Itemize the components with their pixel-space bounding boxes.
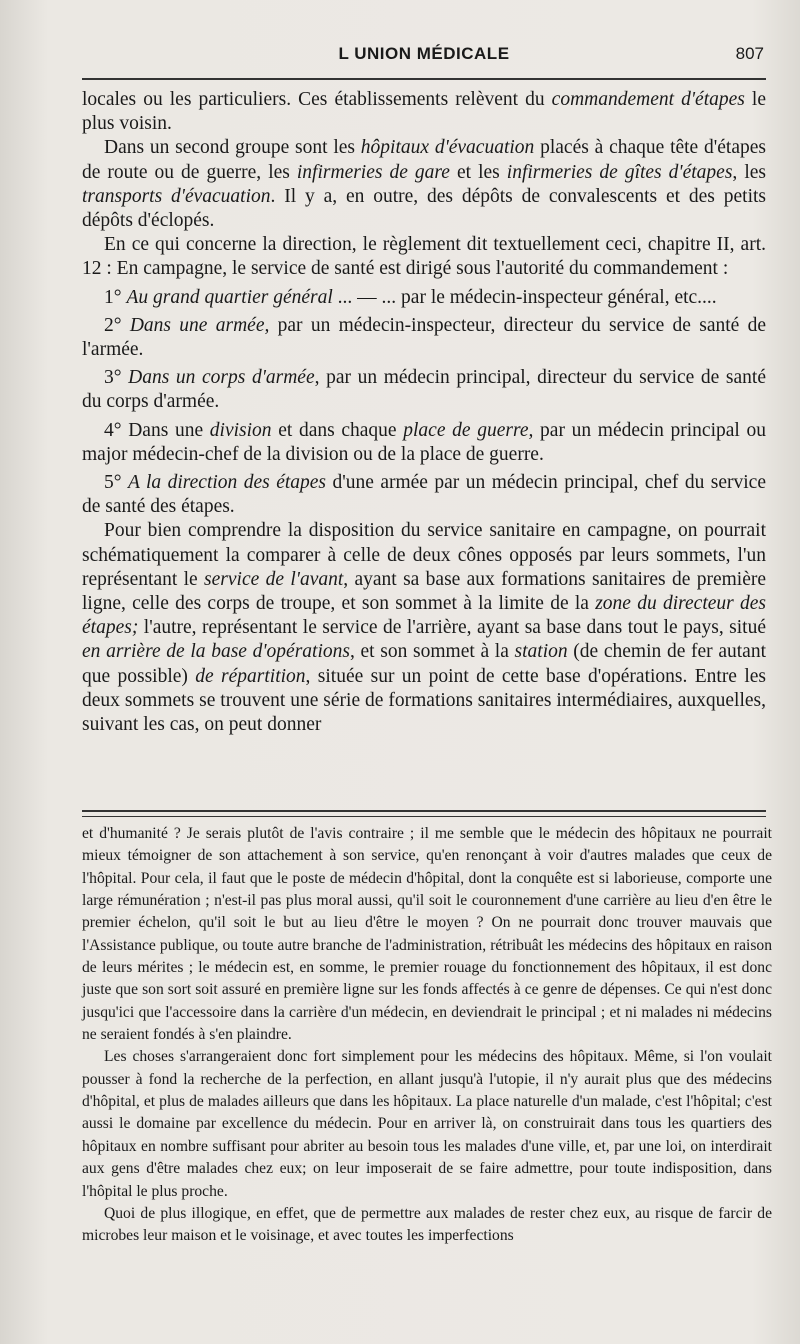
footnote-paragraph-3: Quoi de plus illogique, en effet, que de permettre aux malades de rester chez eux, au risque de farcir de microbes leur maison et le voisinage, et avec toutes les imperfections	[82, 1204, 772, 1245]
header-rule	[82, 78, 766, 80]
main-text	[82, 88, 766, 737]
footnote-paragraph-1: et d'humanité ? Je serais plutôt de l'avis contraire ; il me semble que le médecin des hôpitaux ne pourrait mieux témoigner de son attachement à son service, qu'en renonçant à voir d'autres malades que ceux de l'hôpital. Pour cela, il faut que le poste de médecin d'hôpital, dont la conquête est si laborieuse, comporte une large rémunération ; n'est-il pas plus moral aussi, qu'il soit le couronnement d'une carrière au lieu d'en être le premier échelon, qu'il soit le but au lieu d'être le moyen ? On ne pourrait donc trouver mauvais que l'Assistance publique, ou toute autre branche de l'administration, rétribuât les médecins des hôpitaux en raison de leurs mérites ; le médecin est, en somme, le premier rouage du fonctionnement des hôpitaux, il est donc juste que son sort soit assuré en première ligne sur les fonds affectés à ce genre de dépenses. Ce qui n'est donc jusqu'ici que l'accessoire dans la carrière d'un médecin, en deviendrait le principal ; et ni malades ni médecins ne seraient fondés à s'en plaindre.	[82, 825, 772, 1044]
list-item-1: 1° Au grand quartier général ... — ... par le médecin-inspecteur général, etc....	[104, 286, 717, 308]
footnote-paragraph-2: Les choses s'arrangeraient donc fort simplement pour les médecins des hôpitaux. Même, si l'on voulait pousser à fond la recherche de la perfection, en allant jusqu'à l'utopie, il n'y aurait plus que des médecins d'hôpital, et plus de malades ailleurs que dans les hôpitaux. La place naturelle d'un malade, c'est l'hôpital; c'est aussi le domaine par excellence du médecin. Pour en arriver là, on construirait dans tous les quartiers des hôpitaux en nombre suffisant pour abriter au besoin tous les malades d'une ville, et, par une loi, on interdirait aux gens d'être malades chez eux; on leur imposerait de se faire admettre, pour toute indisposition, dans l'hôpital le plus proche.	[82, 1048, 772, 1200]
paragraph-cones: Pour bien comprendre la disposition du service sanitaire en campagne, on pourrait schématiquement la comparer à celle de deux cônes opposés par leurs sommets, l'un représentant le service de l'avant, ayant sa base aux formations sanitaires de première ligne, celle des corps de troupe, et son sommet à la limite de la zone du directeur des étapes; l'autre, représentant le service de l'arrière, ayant sa base dans tout le pays, situé en arrière de la base d'opérations, et son sommet à la station (de chemin de fer autant que possible) de répartition, située sur un point de cette base d'opérations. Entre les deux sommets se trouvent une série de formations sanitaires intermédiaires, auxquelles, suivant les cas, on peut donner	[82, 520, 767, 736]
footnote-text	[82, 823, 772, 1248]
list-item-2: 2° Dans une armée, par un médecin-inspecteur, directeur du service de santé de l'armée.	[82, 314, 766, 361]
footnote-separator	[82, 810, 766, 817]
page-number: 807	[735, 44, 764, 63]
list-item-5: 5° A la direction des étapes d'une armée par un médecin principal, chef du service de santé des étapes.	[82, 472, 766, 518]
list-item-3: 3° Dans un corps d'armée, par un médecin principal, directeur du service de santé du corps d'armée.	[82, 367, 767, 413]
list-item-4: 4° Dans une division et dans chaque place de guerre, par un médecin principal ou major médecin-chef de la division ou de la place de guerre.	[82, 419, 766, 465]
running-header	[82, 44, 766, 74]
journal-title: L UNION MÉDICALE	[338, 44, 510, 63]
paragraph-2: Dans un second groupe sont les hôpitaux d'évacuation placés à chaque tête d'étapes de route ou de guerre, les infirmeries de gare et les infirmeries de gîtes d'étapes, les transports d'évacuation. Il y a, en outre, des dépôts de convalescents et des petits dépôts d'éclopés.	[82, 137, 766, 232]
paragraph-3: En ce qui concerne la direction, le règlement dit textuellement ceci, chapitre II, art. 12 : En campagne, le service de santé est dirigé sous l'autorité du commandement :	[82, 234, 766, 280]
paragraph-1: locales ou les particuliers. Ces établissements relèvent du commandement d'étapes le plus voisin.	[82, 89, 766, 135]
